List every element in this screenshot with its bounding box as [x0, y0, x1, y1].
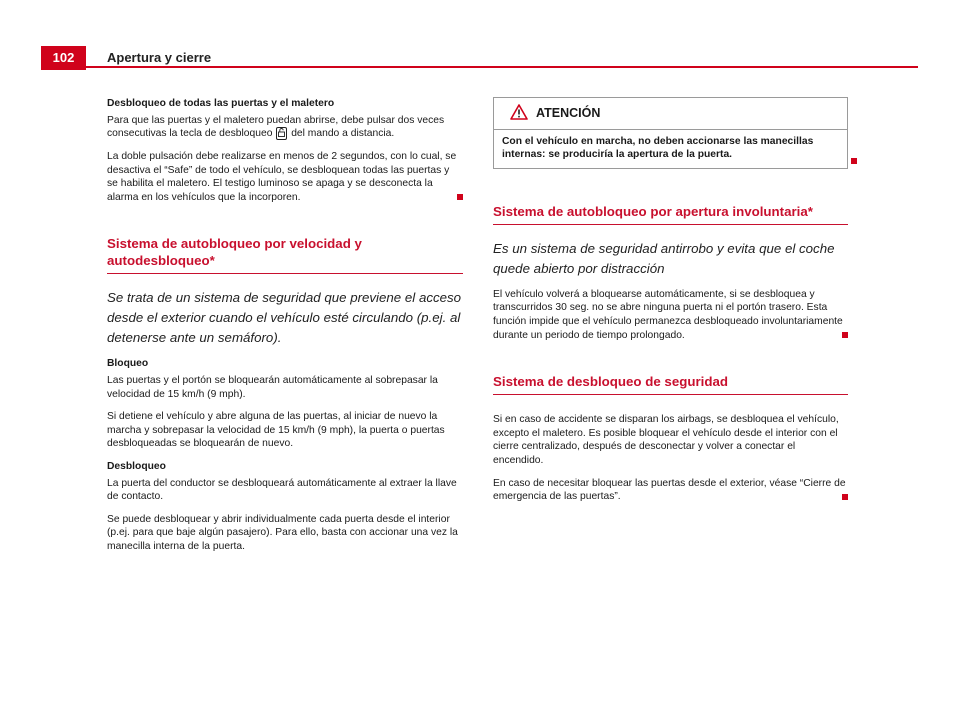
unlock-all-text-a: Para que las puertas y el maletero puedan abrirse, debe pulsar dos veces consecutivas la tecla de desbloqueo — [107, 114, 445, 140]
header-rule — [86, 66, 918, 68]
double-press-paragraph: La doble pulsación debe realizarse en menos de 2 segundos, con lo cual, se desactiva el “Safe” de todo el vehículo, se desbloquean todas las puertas y se habilita el maletero. El testigo luminoso se apaga y se desconecta la alarma en los vehículos que la incorporen. — [107, 151, 457, 203]
safety-unlock-paragraph-1: Si en caso de accidente se disparan los airbags, se desbloquea el vehículo, excepto el maletero. Es posible bloquear el vehículo desde el interior con el cierre centralizado, después de desconectar y volver a conectar el encendido. — [493, 414, 839, 466]
unlock-paragraph-1: La puerta del conductor se desbloqueará automáticamente al extraer la llave de contacto. — [107, 477, 457, 503]
warning-end-mark — [851, 158, 857, 164]
safety-unlock-paragraph-2: En caso de necesitar bloquear las puertas desde el exterior, véase “Cierre de emergencia de las puertas”. — [493, 477, 846, 503]
safety-unlock-block — [493, 477, 848, 504]
section-end-mark — [842, 332, 848, 338]
unlock-heading: Desbloqueo — [107, 460, 166, 472]
unlock-all-text-b: del mando a distancia. — [291, 128, 395, 140]
section-title-speed-lock: Sistema de autobloqueo por velocidad y autodesbloqueo* — [107, 235, 463, 274]
involuntary-block — [493, 288, 848, 342]
warning-header — [494, 98, 847, 130]
lock-heading: Bloqueo — [107, 358, 149, 370]
section-end-mark — [842, 494, 848, 500]
lock-paragraph-1: Las puertas y el portón se bloquearán automáticamente al sobrepasar la velocidad de 15 km/h (9 mph). — [107, 374, 438, 400]
unlock-key-icon — [276, 127, 287, 140]
unlock-paragraph-2: Se puede desbloquear y abrir individualmente cada puerta desde el interior (p.ej. para que baje algún pasajero). Para ello, basta con accionar una vez la manecilla interna de la puerta. — [107, 513, 458, 552]
section-lead-involuntary: Es un sistema de seguridad antirrobo y evita que el coche quede abierto por distracción — [493, 240, 835, 276]
page-title: Apertura y cierre — [107, 50, 212, 65]
warning-triangle-icon — [510, 104, 528, 124]
section-title-safety-unlock: Sistema de desbloqueo de seguridad — [493, 373, 848, 395]
left-column — [107, 97, 463, 563]
unlock-all-paragraph — [107, 114, 463, 141]
lock-paragraph-2: Si detiene el vehículo y abre alguna de las puertas, al iniciar de nuevo la marcha y sobrepasar la velocidad de 15 km/h (9 mph), la puerta o puertas desbloqueadas se bloquearán de nuevo. — [107, 411, 445, 450]
right-column — [493, 97, 848, 513]
warning-title: ATENCIÓN — [536, 106, 601, 120]
unlock-all-heading: Desbloqueo de todas las puertas y el maletero — [107, 98, 335, 109]
involuntary-paragraph: El vehículo volverá a bloquearse automáticamente, si se desbloquea y transcurridos 30 seg. no se abre ninguna puerta ni el portón trasero. Esta función impide que el vehículo permanezca desbloqueado involuntariamente durante un periodo de tiempo prolongado. — [493, 288, 843, 341]
section-end-mark — [457, 194, 463, 200]
warning-box — [493, 97, 848, 169]
double-press-block — [107, 150, 463, 204]
section-title-involuntary: Sistema de autobloqueo por apertura involuntaria* — [493, 203, 848, 225]
section-lead-speed-lock: Se trata de un sistema de seguridad que previene el acceso desde el exterior cuando el vehículo esté circulando (p.ej. al detenerse ante un semáforo). — [107, 290, 462, 346]
warning-text: Con el vehículo en marcha, no deben accionarse las manecillas internas: se produciría la apertura de la puerta. — [502, 135, 814, 161]
page-number: 102 — [41, 46, 86, 70]
